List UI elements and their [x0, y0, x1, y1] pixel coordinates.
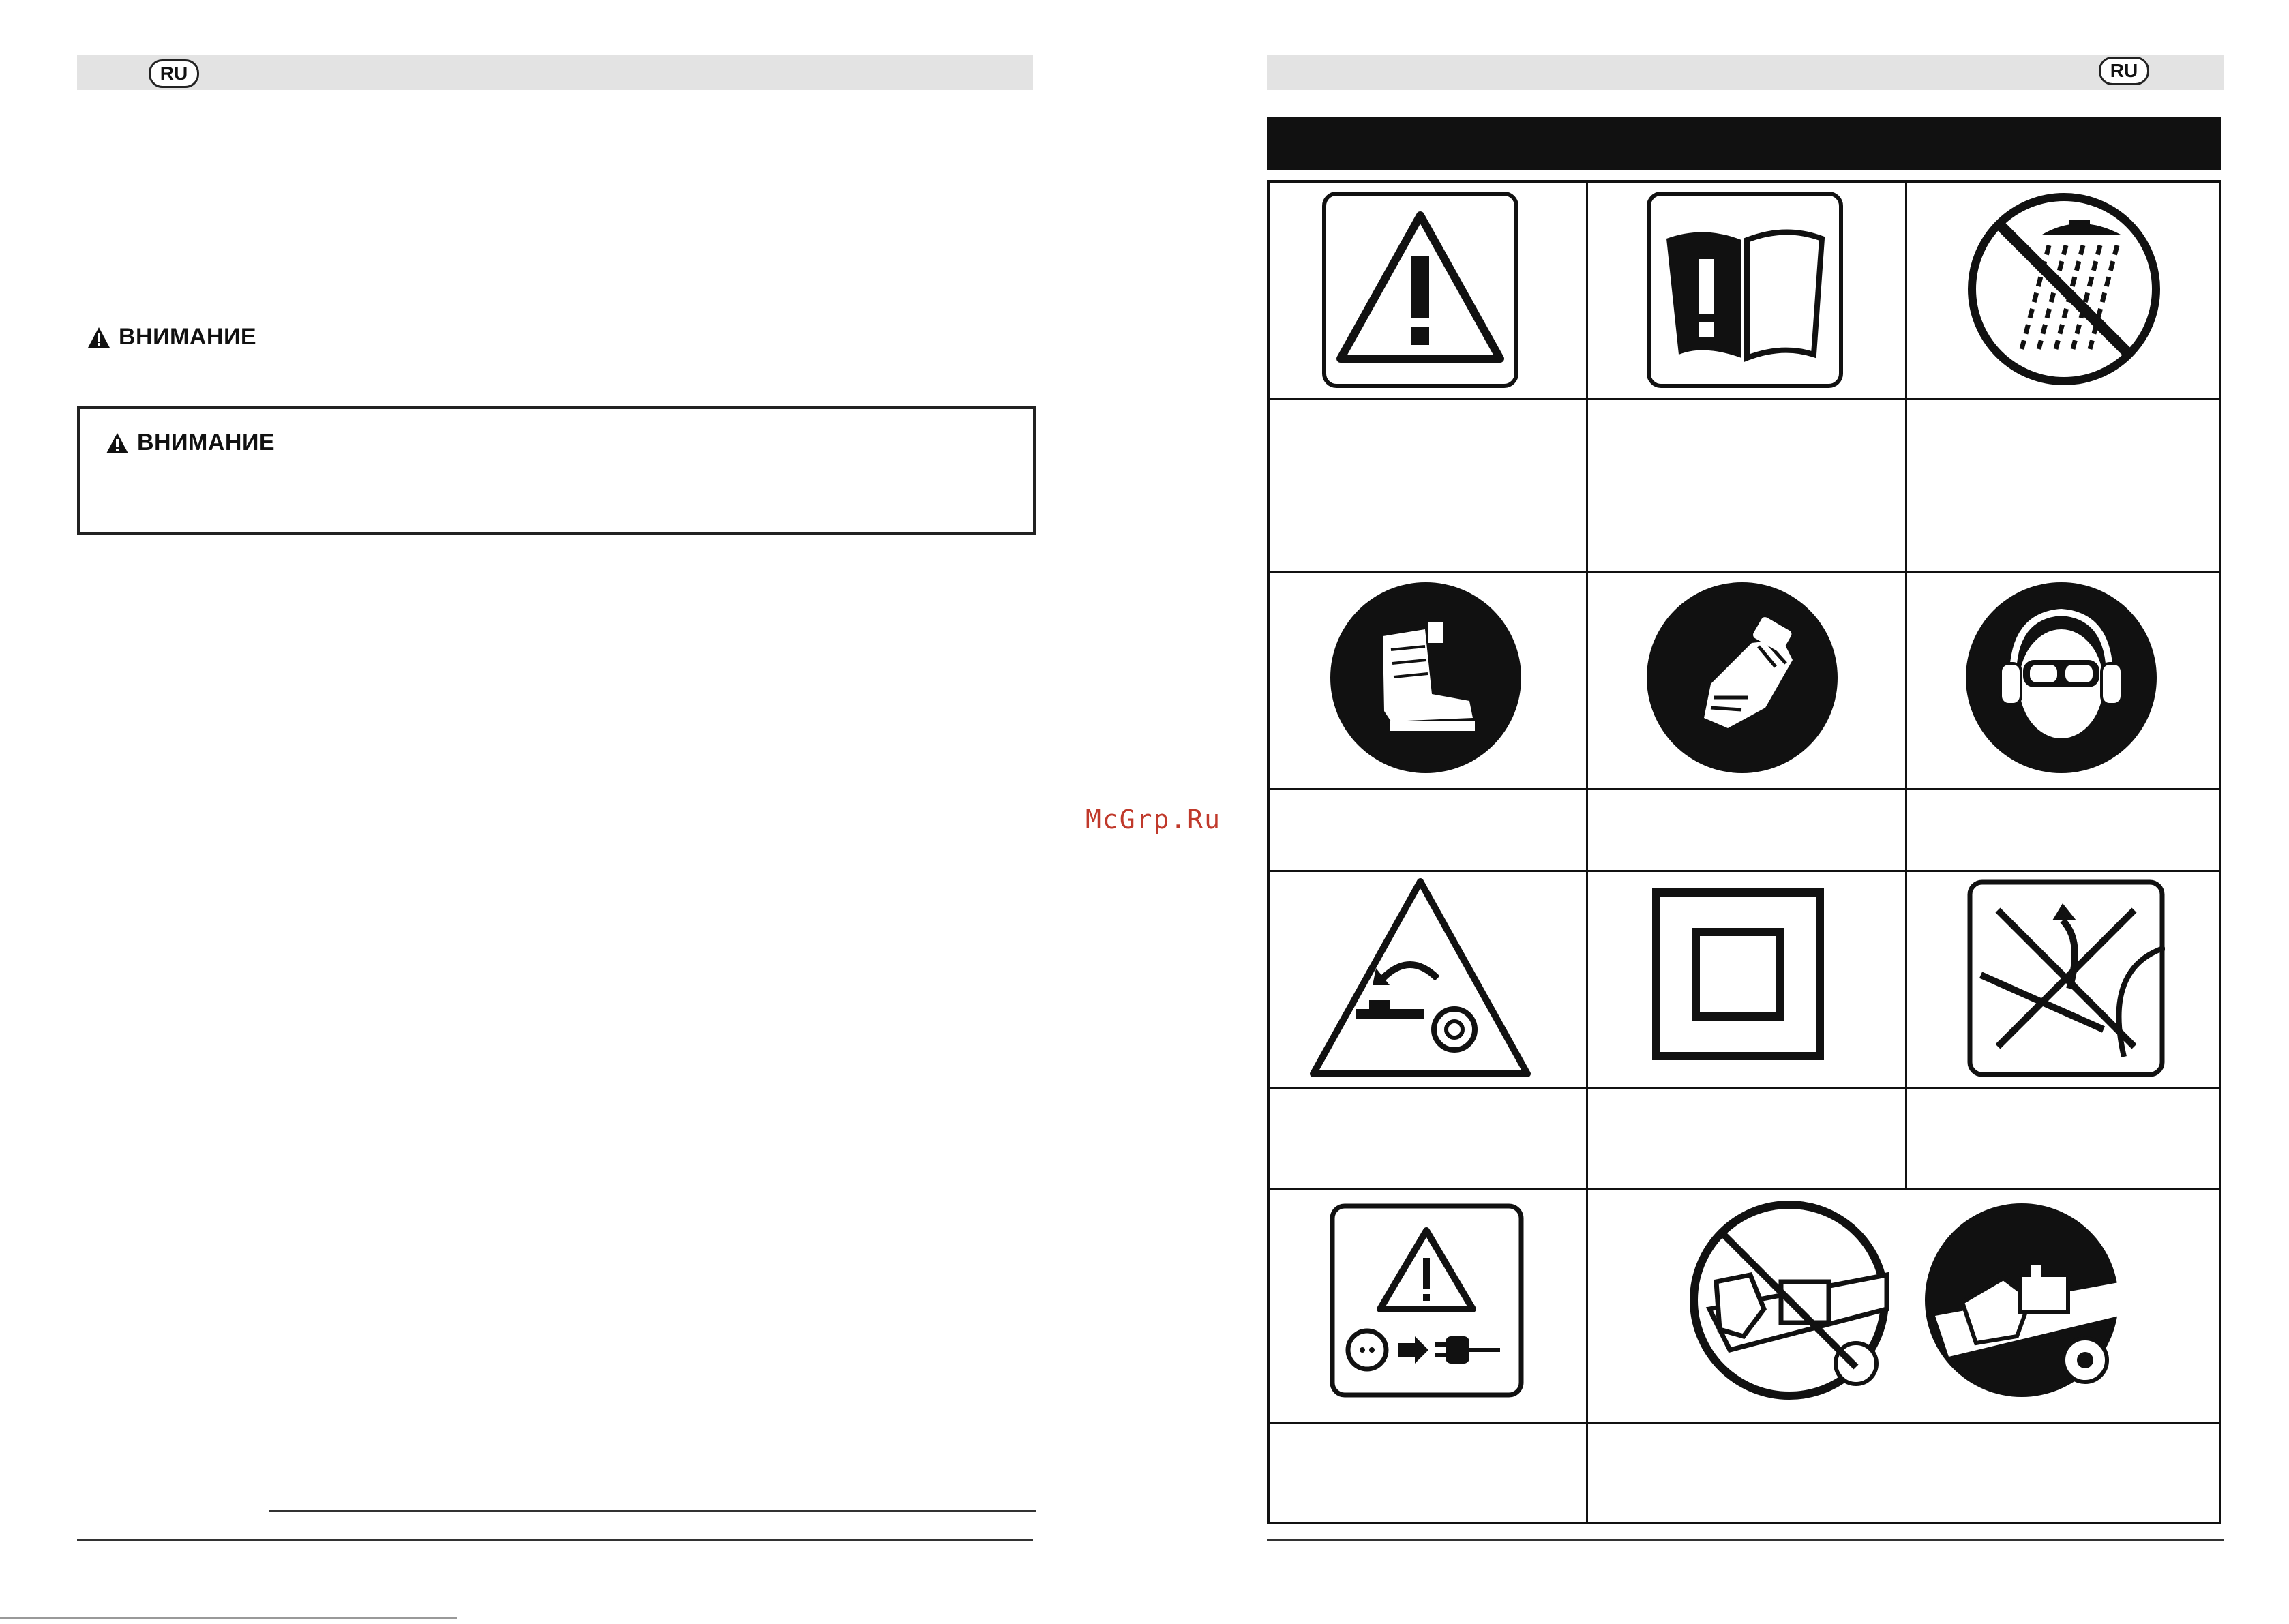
table-row-divider	[1270, 571, 2221, 573]
right-header-bar	[1267, 55, 2224, 90]
kickback-warning-icon	[1308, 876, 1533, 1081]
table-row-divider	[1270, 1422, 2221, 1424]
warning-triangle-icon	[87, 327, 110, 348]
double-insulation-icon	[1652, 888, 1824, 1060]
table-row-divider	[1270, 870, 2221, 872]
right-footer-rule	[1267, 1539, 2224, 1541]
watermark: McGrp.Ru	[1086, 805, 1222, 834]
table-row-divider	[1270, 398, 2221, 400]
section-title-bar	[1267, 117, 2221, 170]
table-col-divider	[1586, 183, 1588, 1524]
correct-grip-icon	[1921, 1200, 2123, 1401]
table-row-divider	[1270, 1087, 2221, 1089]
left-bottom-edge	[0, 1617, 457, 1619]
unplug-warning-icon	[1330, 1203, 1524, 1398]
no-kickback-contact-icon	[1967, 879, 2165, 1077]
protective-gloves-icon	[1646, 582, 1838, 774]
table-row-divider	[1270, 1188, 2221, 1190]
safety-boots-icon	[1330, 582, 1522, 774]
warning-label: ВНИМАНИЕ	[119, 324, 257, 350]
warning-triangle-icon	[106, 432, 129, 454]
warning-box-heading	[106, 430, 275, 456]
left-footer-rule	[77, 1539, 1033, 1541]
table-row-divider	[1270, 788, 2221, 790]
read-manual-icon	[1646, 191, 1844, 389]
wrong-grip-icon	[1689, 1200, 1890, 1401]
general-warning-icon	[1321, 191, 1519, 389]
table-col-divider	[1905, 183, 1907, 1188]
left-header-bar	[77, 55, 1033, 90]
warning-box-label: ВНИМАНИЕ	[137, 430, 275, 455]
eye-ear-protection-icon	[1965, 582, 2157, 774]
right-lang-badge: RU	[2099, 57, 2149, 85]
footnote-rule	[269, 1510, 1036, 1512]
warning-heading	[87, 324, 256, 350]
warning-box	[77, 406, 1036, 535]
left-lang-badge: RU	[149, 59, 199, 88]
no-rain-icon	[1967, 192, 2161, 387]
